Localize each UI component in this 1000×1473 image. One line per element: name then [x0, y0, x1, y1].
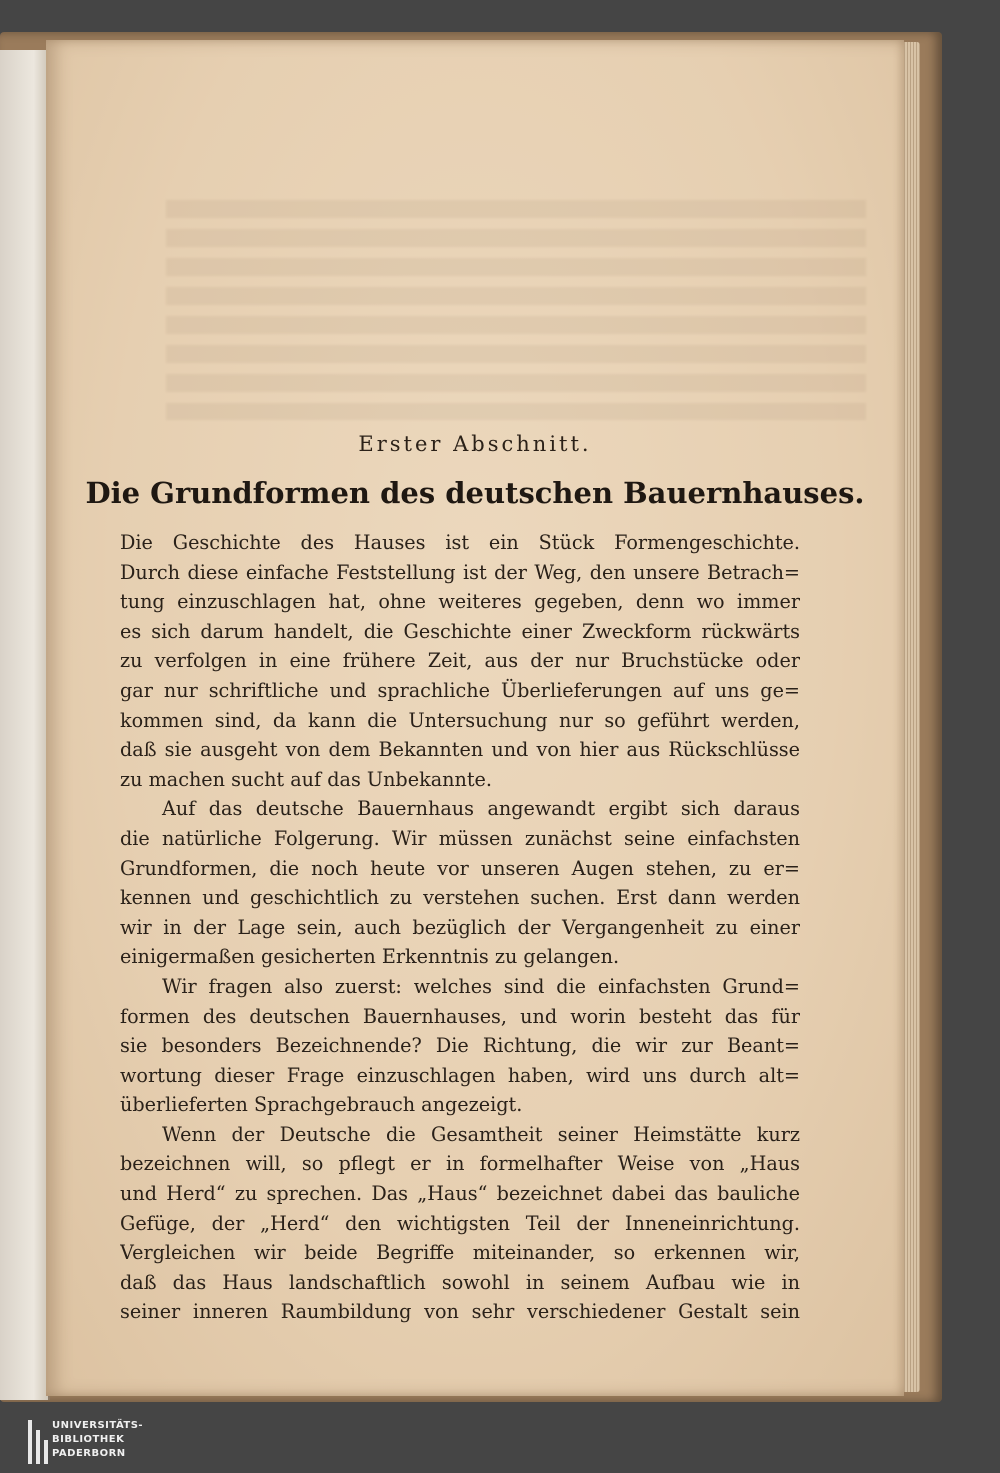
text-line: zu verfolgen in eine frühere Zeit, aus der nur Bruchstücke oder: [120, 649, 800, 673]
chapter-title: Die Grundformen des deutschen Bauernhauses.: [85, 476, 865, 510]
text-line: formen des deutschen Bauernhauses, und worin besteht das für: [120, 1004, 800, 1028]
text-line: Wenn der Deutsche die Gesamtheit seiner Heimstätte kurz: [162, 1122, 800, 1146]
text-line: seiner inneren Raumbildung von sehr verschiedener Gestalt sein: [120, 1300, 800, 1324]
text-line: bezeichnen will, so pflegt er in formelhafter Weise von „Haus: [120, 1152, 800, 1176]
text-line: und Herd“ zu sprechen. Das „Haus“ bezeichnet dabei das bauliche: [120, 1182, 800, 1206]
text-line: Vergleichen wir beide Begriffe miteinander, so erkennen wir,: [120, 1241, 800, 1265]
text-line: einigermaßen gesicherten Erkenntnis zu gelangen.: [120, 945, 620, 969]
text-line: daß das Haus landschaftlich sowohl in seinem Aufbau wie in: [120, 1270, 800, 1294]
library-logo: [22, 1416, 162, 1468]
text-line: zu machen sucht auf das Unbekannte.: [120, 767, 493, 791]
text-line: kennen und geschichtlich zu verstehen suchen. Erst dann werden: [120, 886, 800, 910]
show-through-text: [166, 200, 866, 420]
text-line: kommen sind, da kann die Untersuchung nur so geführt werden,: [120, 708, 800, 732]
logo-line-3: PADERBORN: [52, 1448, 126, 1459]
text-line: Die Geschichte des Hauses ist ein Stück Formengeschichte.: [120, 531, 800, 554]
logo-mark-icon: [28, 1420, 50, 1464]
text-line: tung einzuschlagen hat, ohne weiteres gegeben, denn wo immer: [120, 590, 800, 614]
logo-line-2: BIBLIOTHEK: [52, 1434, 125, 1445]
logo-text: [52, 1419, 143, 1461]
body-text: [120, 528, 800, 1327]
text-line: sie besonders Bezeichnende? Die Richtung, die wir zur Beant=: [120, 1034, 800, 1058]
section-label: Erster Abschnitt.: [358, 432, 592, 456]
text-line: gar nur schriftliche und sprachliche Überlieferungen auf uns ge=: [120, 678, 800, 702]
text-line: Auf das deutsche Bauernhaus angewandt ergibt sich daraus: [162, 797, 800, 821]
text-line: wortung dieser Frage einzuschlagen haben, wird uns durch alt=: [120, 1063, 800, 1087]
text-line: Durch diese einfache Feststellung ist der Weg, den unsere Betrach=: [120, 560, 800, 584]
previous-page-edge: [0, 50, 50, 1400]
text-line: Wir fragen also zuerst: welches sind die einfachsten Grund=: [162, 974, 800, 998]
text-line: Grundformen, die noch heute vor unseren Augen stehen, zu er=: [120, 856, 800, 880]
text-line: daß sie ausgeht von dem Bekannten und von hier aus Rückschlüsse: [120, 738, 800, 762]
text-line: die natürliche Folgerung. Wir müssen zunächst seine einfachsten: [120, 826, 800, 850]
logo-line-1: UNIVERSITÄTS-: [52, 1420, 144, 1431]
text-line: Gefüge, der „Herd“ den wichtigsten Teil der Inneneinrichtung.: [120, 1211, 800, 1235]
text-line: überlieferten Sprachgebrauch angezeigt.: [120, 1093, 523, 1117]
text-line: es sich darum handelt, die Geschichte einer Zweckform rückwärts: [120, 619, 800, 643]
text-line: wir in der Lage sein, auch bezüglich der Vergangenheit zu einer: [120, 915, 800, 939]
